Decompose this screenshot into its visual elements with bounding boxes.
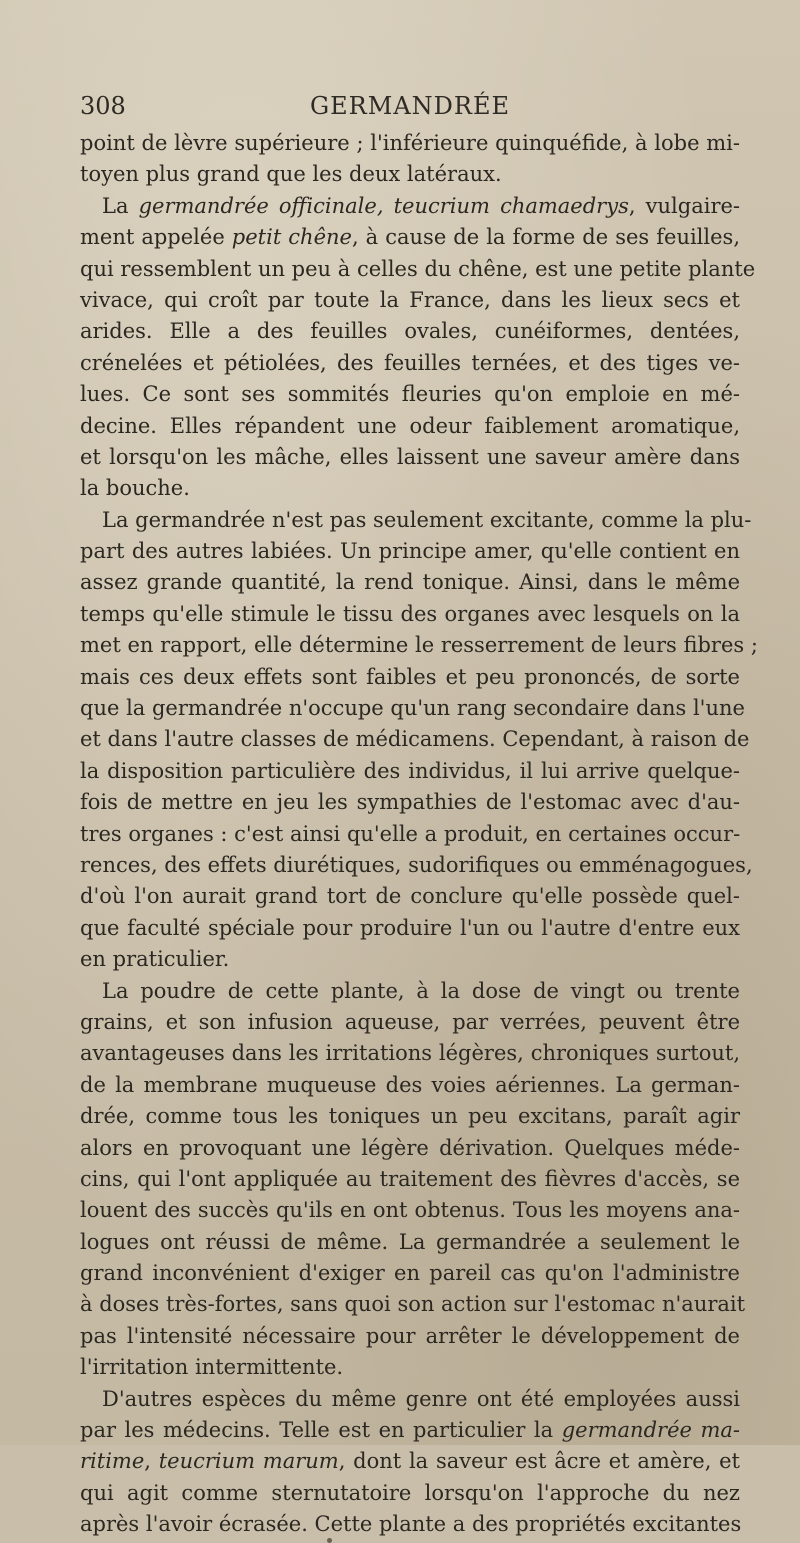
text-line: rences, des effets diurétiques, sudorifiques ou emménagogues,	[80, 852, 753, 877]
text-line: tres organes : c'est ainsi qu'elle a produit, en certaines occur-	[80, 821, 741, 846]
text-line: grand inconvénient d'exiger en pareil cas qu'on l'administre	[80, 1261, 740, 1286]
text-line: que faculté spéciale pour produire l'un ou l'autre d'entre eux	[80, 915, 740, 940]
text-line: grains, et son infusion aqueuse, par verrées, peuvent être	[80, 1009, 740, 1034]
text-line: La germandrée officinale, teucrium chamaedrys, vulgaire-	[102, 193, 741, 218]
text-line: mais ces deux effets sont faibles et peu prononcés, de sorte	[80, 664, 740, 689]
text-line: assez grande quantité, la rend tonique. Ainsi, dans le même	[80, 570, 740, 595]
text-line: pas l'intensité nécessaire pour arrêter le développement de	[80, 1323, 740, 1348]
text-line: D'autres espèces du même genre ont été employées aussi	[102, 1386, 740, 1411]
text-line: decine. Elles répandent une odeur faiblement aromatique,	[80, 413, 740, 438]
text-line: à doses très-fortes, sans quoi son action sur l'estomac n'aurait	[80, 1292, 746, 1317]
text-line: drée, comme tous les toniques un peu excitans, paraît agir	[80, 1104, 740, 1129]
text-line: en praticulier.	[80, 947, 230, 972]
text-line: lues. Ce sont ses sommités fleuries qu'on emploie en mé-	[80, 382, 740, 407]
text-line: ritime, teucrium marum, dont la saveur est âcre et amère, et	[80, 1449, 740, 1474]
text-line: logues ont réussi de même. La germandrée a seulement le	[80, 1229, 740, 1254]
text-line: crénelées et pétiolées, des feuilles ternées, et des tiges ve-	[80, 350, 740, 375]
text-line: d'où l'on aurait grand tort de conclure qu'elle possède quel-	[80, 884, 740, 909]
text-line: vivace, qui croît par toute la France, dans les lieux secs et	[80, 287, 740, 312]
text-line: alors en provoquant une légère dérivation. Quelques méde-	[80, 1135, 740, 1160]
text-line: cins, qui l'ont appliquée au traitement des fièvres d'accès, se	[80, 1166, 740, 1191]
text-line: arides. Elle a des feuilles ovales, cunéiformes, dentées,	[80, 319, 740, 344]
page-header	[80, 92, 740, 128]
text-line: louent des succès qu'ils en ont obtenus. Tous les moyens ana-	[80, 1198, 740, 1223]
text-line: par les médecins. Telle est en particulier la germandrée ma-	[80, 1418, 740, 1443]
text-line: fois de mettre en jeu les sympathies de l'estomac avec d'au-	[80, 790, 740, 815]
text-line: la disposition particulière des individus, il lui arrive quelque-	[80, 758, 740, 783]
text-line: de la membrane muqueuse des voies aériennes. La german-	[80, 1072, 740, 1097]
text-line: temps qu'elle stimule le tissu des organes avec lesquels on la	[80, 601, 740, 626]
text-line: La germandrée n'est pas seulement excitante, comme la plu-	[102, 507, 752, 532]
text-line: que la germandrée n'occupe qu'un rang secondaire dans l'une	[80, 696, 745, 721]
body-text	[80, 128, 758, 1541]
text-line: toyen plus grand que les deux latéraux.	[80, 162, 502, 187]
text-line: met en rapport, elle détermine le resserrement de leurs fibres ;	[80, 633, 758, 658]
text-line: l'irritation intermittente.	[80, 1355, 344, 1380]
page-number: 308	[80, 92, 126, 120]
ink-speck	[327, 1538, 332, 1543]
text-line: ment appelée petit chêne, à cause de la forme de ses feuilles,	[80, 225, 740, 250]
text-line: qui agit comme sternutatoire lorsqu'on l'approche du nez	[80, 1480, 740, 1505]
text-line: et lorsqu'on les mâche, elles laissent une saveur amère dans	[80, 444, 740, 469]
text-line: La poudre de cette plante, à la dose de vingt ou trente	[102, 978, 740, 1003]
text-line: qui ressemblent un peu à celles du chêne, est une petite plante	[80, 256, 756, 281]
running-head: GERMANDRÉE	[309, 92, 511, 120]
text-line: après l'avoir écrasée. Cette plante a des propriétés excitantes	[80, 1512, 742, 1537]
text-line: avantageuses dans les irritations légères, chroniques surtout,	[80, 1041, 740, 1066]
text-line: et dans l'autre classes de médicamens. Cependant, à raison de	[80, 727, 750, 752]
text-line: point de lèvre supérieure ; l'inférieure quinquéfide, à lobe mi-	[80, 131, 740, 155]
text-line: la bouche.	[80, 476, 190, 501]
text-line: part des autres labiées. Un principe amer, qu'elle contient en	[80, 539, 740, 564]
